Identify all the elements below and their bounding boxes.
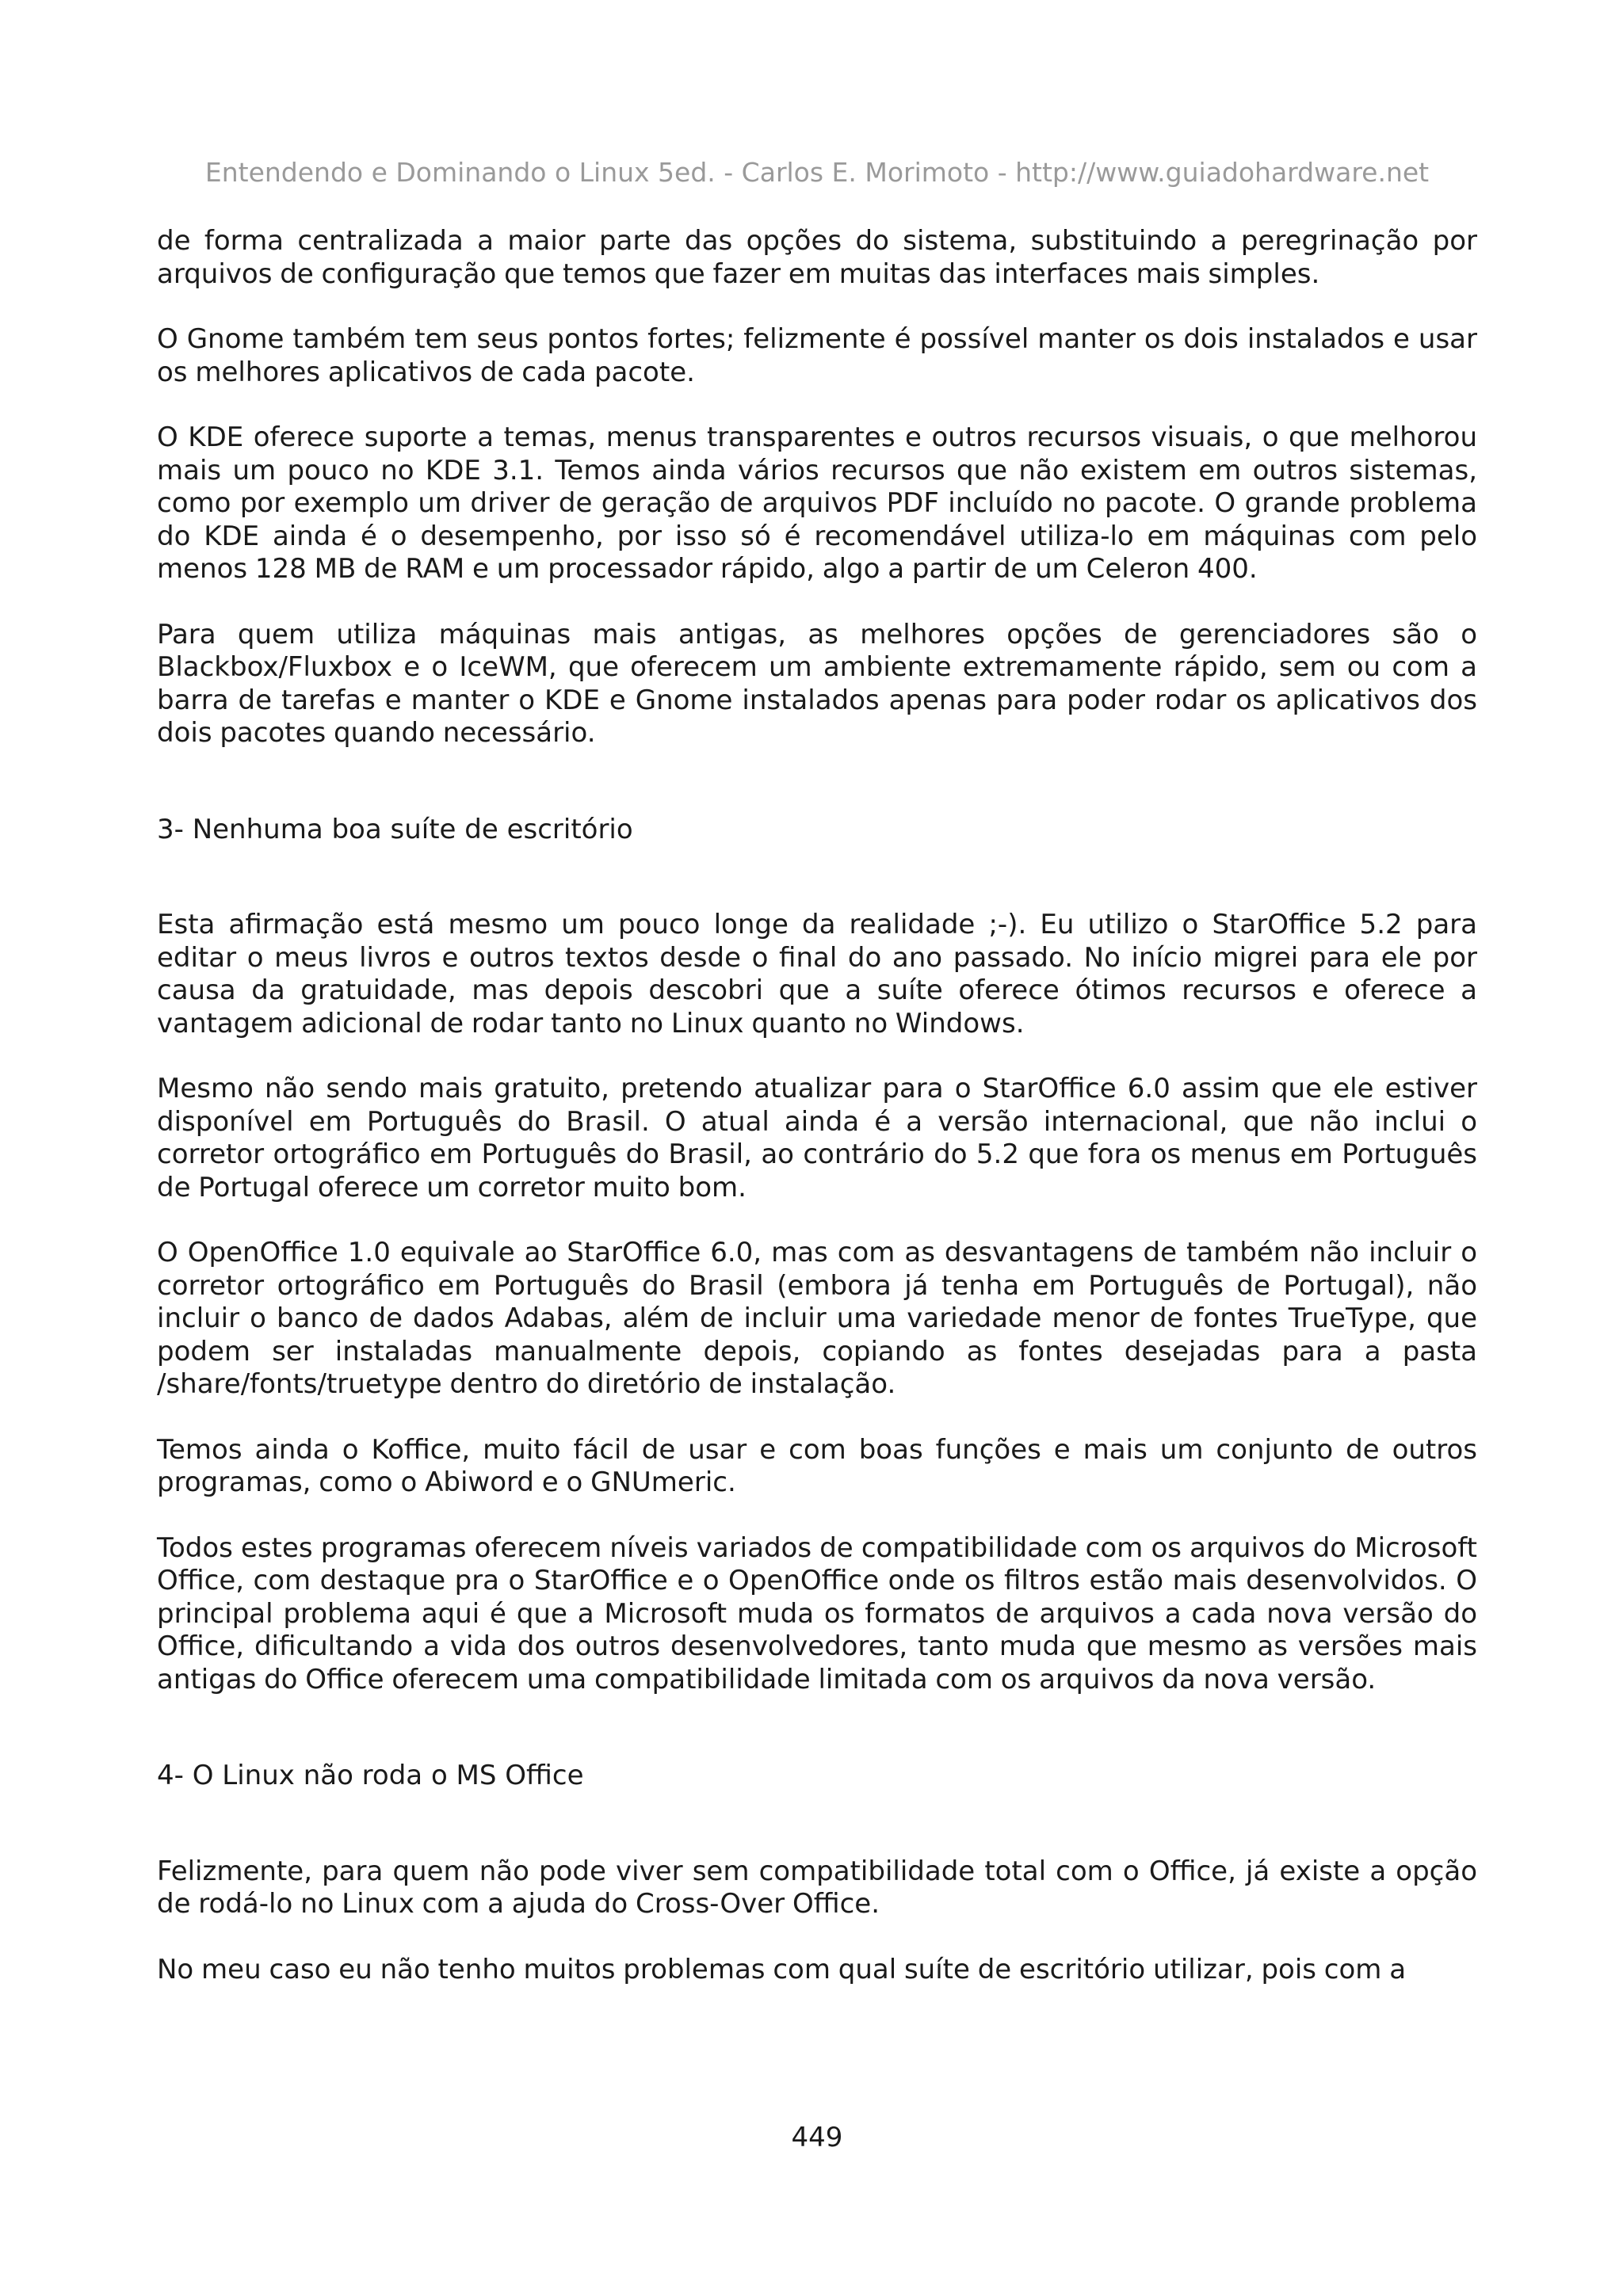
paragraph: de forma centralizada a maior parte das opções do sistema, substituindo a peregrinação por arquivos de configuração que temos que fazer em muitas das interfaces mais simples. [157,225,1477,290]
paragraph: Todos estes programas oferecem níveis variados de compatibilidade com os arquivos do Microsoft Office, com destaque pra o StarOffice e o OpenOffice onde os filtros estão mais desenvolvidos. O principal problema aqui é que a Microsoft muda os formatos de arquivos a cada nova versão do Office, dificultando a vida dos outros desenvolvedores, tanto muda que mesmo as versões mais antigas do Office oferecem uma compatibilidade limitada com os arquivos da nova versão. [157,1531,1477,1695]
page-number: 449 [791,2122,843,2153]
paragraph: Felizmente, para quem não pode viver sem compatibilidade total com o Office, já existe a opção de rodá-lo no Linux com a ajuda do Cross-Over Office. [157,1855,1477,1920]
running-header: Entendendo e Dominando o Linux 5ed. - Carlos E. Morimoto - http://www.guiadohardware.net [204,157,1430,188]
paragraph: Mesmo não sendo mais gratuito, pretendo atualizar para o StarOffice 6.0 assim que ele estiver disponível em Português do Brasil. O atual ainda é a versão internacional, que não inclui o corretor ortográfico em Português do Brasil, ao contrário do 5.2 que fora os menus em Português de Portugal oferece um corretor muito bom. [157,1073,1477,1203]
page-content [157,225,1477,2019]
paragraph: No meu caso eu não tenho muitos problemas com qual suíte de escritório utilizar, pois com a [157,1953,1407,1985]
section-heading: 3- Nenhuma boa suíte de escritório [157,813,633,845]
paragraph: O Gnome também tem seus pontos fortes; felizmente é possível manter os dois instalados e usar os melhores aplicativos de cada pacote. [157,323,1477,388]
paragraph: O KDE oferece suporte a temas, menus transparentes e outros recursos visuais, o que melhorou mais um pouco no KDE 3.1. Temos ainda vários recursos que não existem em outros sistemas, como por exemplo um driver de geração de arquivos PDF incluído no pacote. O grande problema do KDE ainda é o desempenho, por isso só é recomendável utiliza-lo em máquinas com pelo menos 128 MB de RAM e um processador rápido, algo a partir de um Celeron 400. [157,421,1477,585]
document-page [157,0,1477,2296]
paragraph: Esta afirmação está mesmo um pouco longe da realidade ;-). Eu utilizo o StarOffice 5.2 para editar o meus livros e outros textos desde o final do ano passado. No início migrei para ele por causa da gratuidade, mas depois descobri que a suíte oferece ótimos recursos e oferece a vantagem adicional de rodar tanto no Linux quanto no Windows. [157,909,1477,1039]
paragraph: O OpenOffice 1.0 equivale ao StarOffice 6.0, mas com as desvantagens de também não incluir o corretor ortográfico em Português do Brasil (embora já tenha em Português de Portugal), não incluir o banco de dados Adabas, além de incluir uma variedade menor de fontes TrueType, que podem ser instaladas manualmente depois, copiando as fontes desejadas para a pasta /share/fonts/truetype dentro do diretório de instalação. [157,1237,1477,1400]
paragraph: Temos ainda o Koffice, muito fácil de usar e com boas funções e mais um conjunto de outros programas, como o Abiword e o GNUmeric. [157,1433,1477,1498]
paragraph: Para quem utiliza máquinas mais antigas, as melhores opções de gerenciadores são o Blackbox/Fluxbox e o IceWM, que oferecem um ambiente extremamente rápido, sem ou com a barra de tarefas e manter o KDE e Gnome instalados apenas para poder rodar os aplicativos dos dois pacotes quando necessário. [157,618,1477,749]
section-heading: 4- O Linux não roda o MS Office [157,1760,584,1791]
